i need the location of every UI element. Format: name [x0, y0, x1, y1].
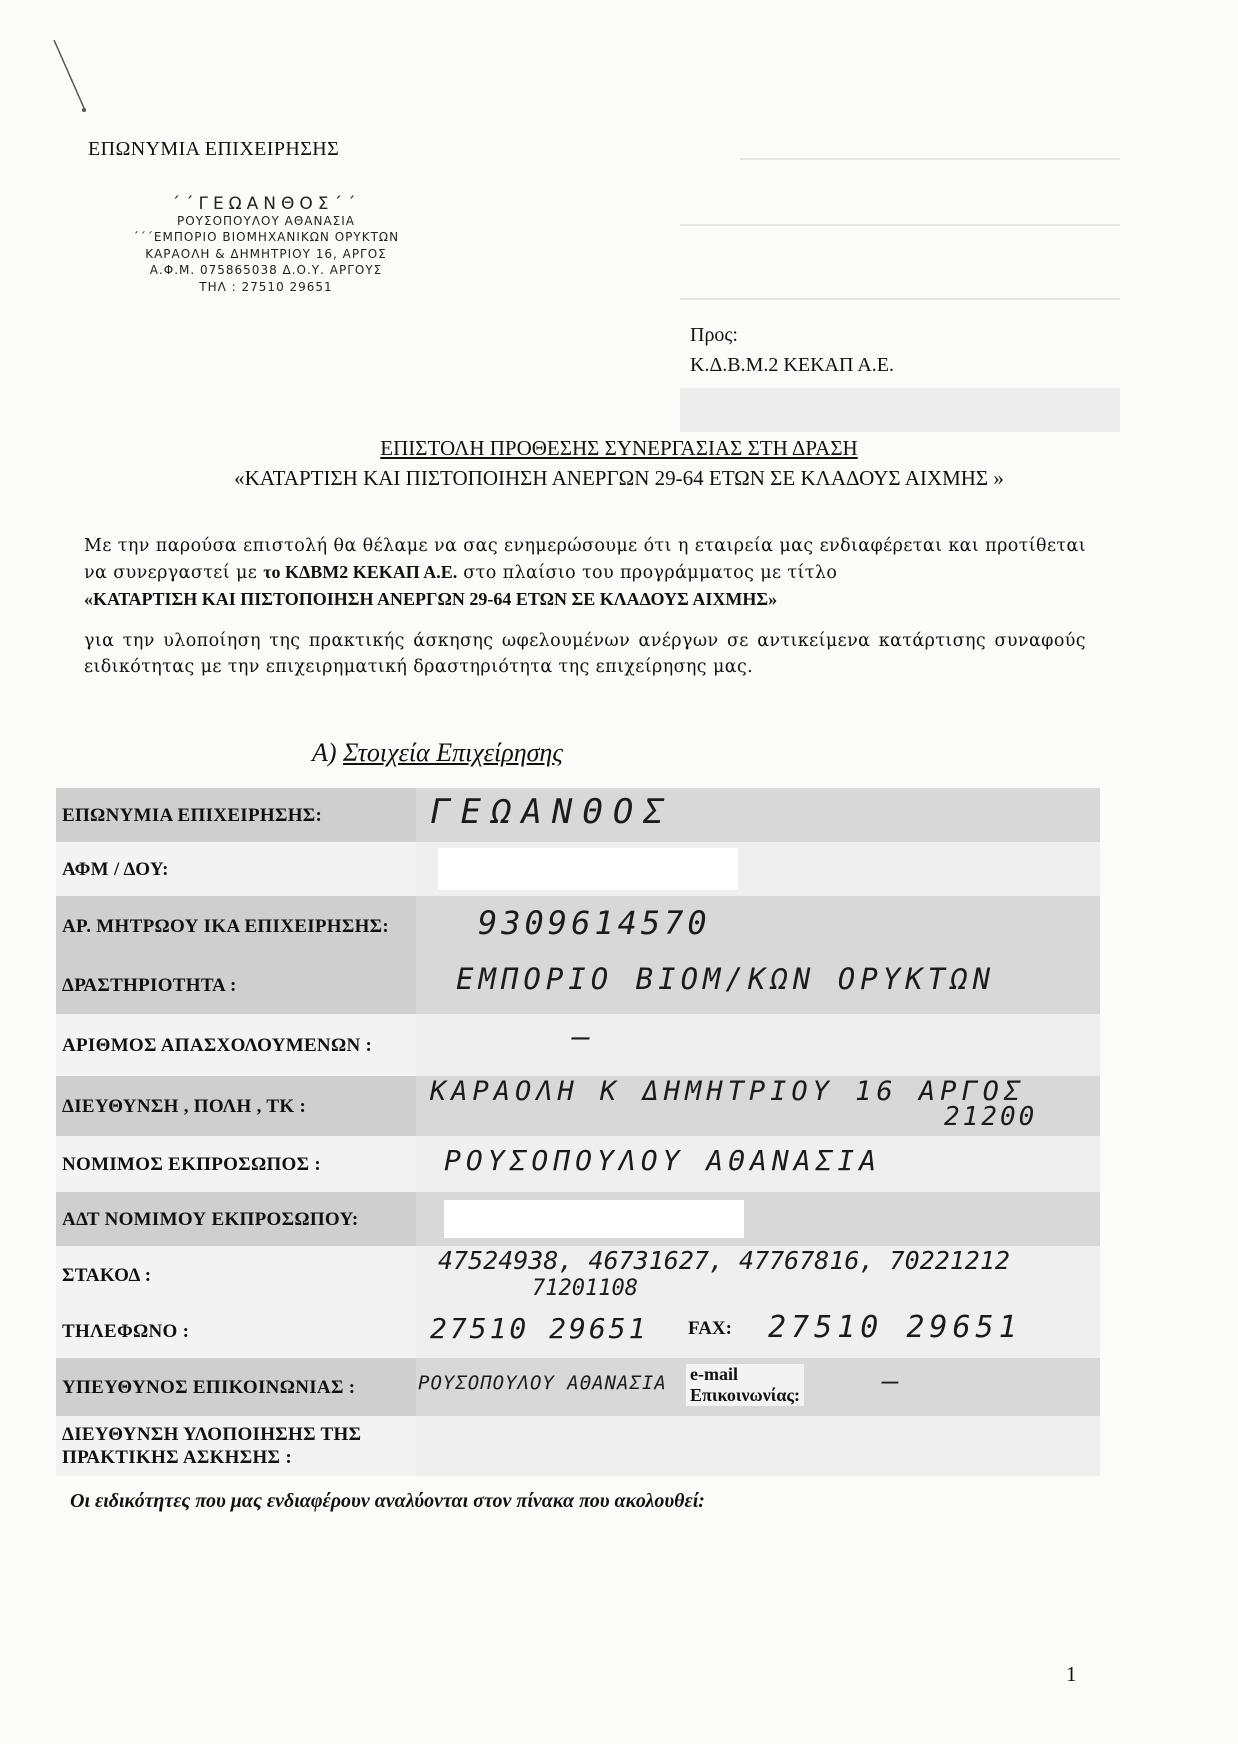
email-label [686, 1364, 804, 1406]
representative-value-cell [416, 1136, 1100, 1192]
afm-value-cell [416, 842, 1100, 896]
afm-label: ΑΦΜ / ΔΟΥ: [56, 842, 416, 896]
activity-value-cell [416, 956, 1100, 1014]
phone-value-cell [416, 1304, 1100, 1358]
company-name-label: ΕΠΩΝΥΜΙΑ ΕΠΙΧΕΙΡΗΣΗΣ [88, 138, 340, 160]
representative-value: ΡΟΥΣΟΠΟΥΛΟΥ ΑΘΑΝΑΣΙΑ [444, 1144, 882, 1177]
phone-value: 27510 29651 [430, 1312, 649, 1345]
stakod-value-cell [416, 1246, 1100, 1304]
ika-value: 9309614570 [478, 904, 711, 942]
bleed-through [740, 158, 1140, 478]
stamp-business: ΄΄΄ΕΜΠΟΡΙΟ ΒΙΟΜΗΧΑΝΙΚΩΝ ΟΡΥΚΤΩΝ [132, 230, 400, 244]
stamp-phone: ΤΗΛ : 27510 29651 [199, 279, 333, 294]
row-phone [56, 1304, 1100, 1358]
activity-value: ΕΜΠΟΡΙΟ ΒΙΟΜ/ΚΩΝ ΟΡΥΚΤΩΝ [456, 962, 996, 996]
closing-note: Οι ειδικότητες που μας ενδιαφέρουν αναλύονται στον πίνακα που ακολουθεί: [70, 1490, 705, 1512]
section-title-text: Στοιχεία Επιχείρησης [343, 738, 563, 767]
purpose-paragraph: για την υλοποίηση της πρακτικής άσκησης ωφελουμένων ανέργων σε αντικείμενα κατάρτισης συναφούς ειδικότητας με την επιχειρηματική δραστηριότητα της επιχείρησης μας. [84, 631, 1086, 677]
activity-label: ΔΡΑΣΤΗΡΙΟΤΗΤΑ : [56, 956, 416, 1014]
stakod-value-2: 71201108 [532, 1276, 638, 1301]
adt-redaction [444, 1200, 744, 1238]
company-details-form [56, 788, 1100, 1476]
row-stakod [56, 1246, 1100, 1304]
row-address [56, 1076, 1100, 1136]
stamp-owner: ΡΟΥΣΟΠΟΥΛΟΥ ΑΘΑΝΑΣΙΑ [176, 213, 355, 228]
intro-paragraph [84, 533, 1086, 613]
stamp-afm: Α.Φ.Μ. 075865038 Δ.Ο.Υ. ΑΡΓΟΥΣ [149, 263, 383, 277]
stakod-label: ΣΤΑΚΟΔ : [56, 1246, 416, 1304]
scan-mark [50, 38, 90, 114]
company-label: ΕΠΩΝΥΜΙΑ ΕΠΙΧΕΙΡΗΣΗΣ: [56, 788, 416, 842]
contact-value: ΡΟΥΣΟΠΟΥΛΟΥ ΑΘΑΝΑΣΙΑ [418, 1372, 667, 1394]
row-contact [56, 1358, 1100, 1416]
program-title: «ΚΑΤΑΡΤΙΣΗ ΚΑΙ ΠΙΣΤΟΠΟΙΗΣΗ ΑΝΕΡΓΩΝ 29-64 ΕΤΩΝ ΣΕ ΚΛΑΔΟΥΣ ΑΙΧΜΗΣ » [234, 466, 1004, 490]
ika-value-cell [416, 896, 1100, 956]
adt-value-cell [416, 1192, 1100, 1246]
section-title [312, 738, 563, 768]
intro-text: Με την παρούσα επιστολή θα θέλαμε να σας ενημερώσουμε ότι η εταιρεία μας ενδιαφέρεται και προτίθεται να συνεργαστεί με [84, 536, 1086, 583]
addressee [690, 320, 894, 380]
row-implementation [56, 1416, 1100, 1476]
row-representative [56, 1136, 1100, 1192]
company-value-cell [416, 788, 1100, 842]
page-number: 1 [1066, 1662, 1077, 1686]
row-company [56, 788, 1100, 842]
email-label-line2: Επικοινωνίας: [690, 1385, 800, 1405]
afm-redaction [438, 848, 738, 890]
section-prefix: Α) [312, 738, 337, 767]
employees-value: — [572, 1020, 591, 1055]
address-postcode: 21200 [944, 1102, 1038, 1132]
address-value-cell [416, 1076, 1100, 1136]
stamp-address: ΚΑΡΑΟΛΗ & ΔΗΜΗΤΡΙΟΥ 16, ΑΡΓΟΣ [145, 246, 387, 261]
phone-label: ΤΗΛΕΦΩΝΟ : [56, 1304, 416, 1358]
stamp-name: ΄΄ΓΕΩΑΝΘΟΣ΄΄ [171, 194, 361, 214]
fax-label: FAX: [688, 1318, 732, 1339]
partner-name: το ΚΔΒΜ2 ΚΕΚΑΠ Α.Ε. [263, 562, 458, 582]
to-name: Κ.Δ.Β.Μ.2 ΚΕΚΑΠ Α.Ε. [690, 354, 894, 376]
employees-value-cell [416, 1014, 1100, 1076]
address-value: ΚΑΡΑΟΛΗ Κ ΔΗΜΗΤΡΙΟΥ 16 ΑΡΓΟΣ [430, 1076, 1026, 1107]
row-activity [56, 956, 1100, 1014]
adt-label: ΑΔΤ ΝΟΜΙΜΟΥ ΕΚΠΡΟΣΩΠΟΥ: [56, 1192, 416, 1246]
fax-value: 27510 29651 [768, 1310, 1022, 1345]
ika-label: ΑΡ. ΜΗΤΡΩΟΥ ΙΚΑ ΕΠΙΧΕΙΡΗΣΗΣ: [56, 896, 416, 956]
row-employees [56, 1014, 1100, 1076]
letter-title: ΕΠΙΣΤΟΛΗ ΠΡΟΘΕΣΗΣ ΣΥΝΕΡΓΑΣΙΑΣ ΣΤΗ ΔΡΑΣΗ [380, 436, 858, 460]
to-label: Προς: [690, 324, 738, 346]
email-value: — [882, 1364, 899, 1397]
program-name: «ΚΑΤΑΡΤΙΣΗ ΚΑΙ ΠΙΣΤΟΠΟΙΗΣΗ ΑΝΕΡΓΩΝ 29-64 ΕΤΩΝ ΣΕ ΚΛΑΔΟΥΣ ΑΙΧΜΗΣ» [84, 589, 778, 609]
row-adt [56, 1192, 1100, 1246]
stakod-value: 47524938, 46731627, 47767816, 70221212 [438, 1246, 1010, 1275]
intro-text-end: στο πλαίσιο του προγράμματος με τίτλο [457, 563, 838, 583]
row-ika [56, 896, 1100, 956]
implementation-label: ΔΙΕΥΘΥΝΣΗ ΥΛΟΠΟΙΗΣΗΣ ΤΗΣ ΠΡΑΚΤΙΚΗΣ ΑΣΚΗΣΗΣ : [56, 1416, 416, 1476]
implementation-value-cell [416, 1416, 1100, 1476]
employees-label: ΑΡΙΘΜΟΣ ΑΠΑΣΧΟΛΟΥΜΕΝΩΝ : [56, 1014, 416, 1076]
email-label-line1: e-mail [690, 1364, 738, 1384]
company-value: ΓΕΩΑΝΘΟΣ [430, 792, 674, 832]
contact-value-cell [416, 1358, 1100, 1416]
representative-label: ΝΟΜΙΜΟΣ ΕΚΠΡΟΣΩΠΟΣ : [56, 1136, 416, 1192]
company-stamp [90, 196, 442, 295]
contact-label: ΥΠΕΥΘΥΝΟΣ ΕΠΙΚΟΙΝΩΝΙΑΣ : [56, 1358, 416, 1416]
row-afm [56, 842, 1100, 896]
address-label: ΔΙΕΥΘΥΝΣΗ , ΠΟΛΗ , ΤΚ : [56, 1076, 416, 1136]
